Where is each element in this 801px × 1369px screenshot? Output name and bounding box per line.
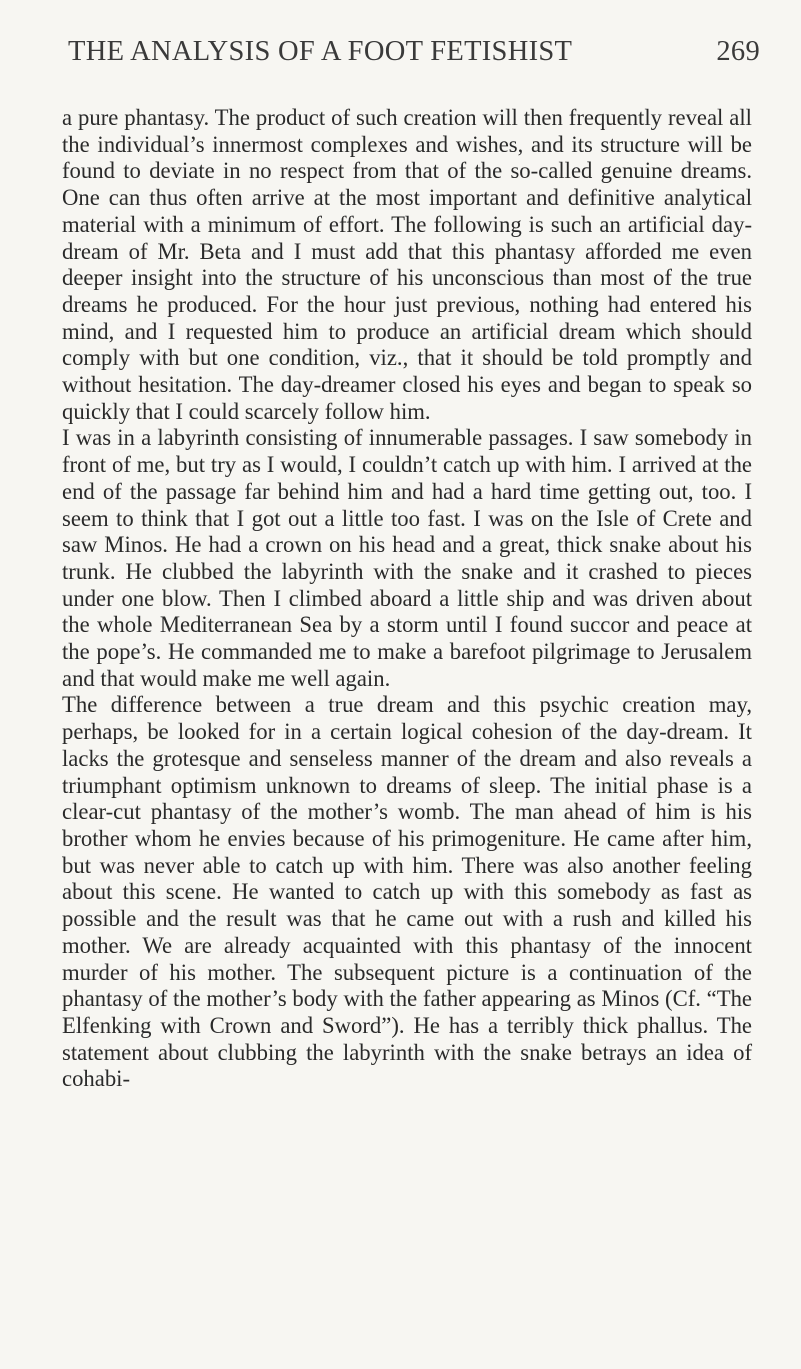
paragraph-3: The difference between a true dream and this psychic creation may, perhaps, be looked for in a certain logical cohesion of the day-dream. It lacks the grotesque and senseless manner of the dream and also reveals a triumphant optimism unknown to dreams of sleep. The initial phase is a clear-cut phantasy of the mother’s womb. The man ahead of him is his brother whom he envies because of his primogeniture. He came after him, but was never able to catch up with him. There was also another feeling about this scene. He wanted to catch up with this somebody as fast as possible and the result was that he came out with a rush and killed his mother. We are already acquainted with this phantasy of the innocent murder of his mother. The subsequent picture is a continuation of the phantasy of the mother’s body with the father appearing as Minos (Cf. “The Elfenking with Crown and Sword”). He has a terribly thick phallus. The statement about clubbing the labyrinth with the snake betrays an idea of cohabi- [62, 692, 752, 1092]
running-title: THE ANALYSIS OF A FOOT FETISHIST [68, 36, 573, 67]
running-head [62, 36, 760, 80]
book-page [62, 36, 760, 1093]
body-text [62, 105, 752, 1093]
paragraph-2-dream-narrative: I was in a labyrinth consisting of innumerable passages. I saw somebody in front of me, but try as I would, I couldn’t catch up with him. I arrived at the end of the passage far behind him and had a hard time getting out, too. I seem to think that I got out a little too fast. I was on the Isle of Crete and saw Minos. He had a crown on his head and a great, thick snake about his trunk. He clubbed the labyrinth with the snake and it crashed to pieces under one blow. Then I climbed aboard a little ship and was driven about the whole Mediterranean Sea by a storm until I found succor and peace at the pope’s. He commanded me to make a barefoot pilgrimage to Jerusalem and that would make me well again. [62, 425, 752, 691]
page-number: 269 [716, 36, 760, 67]
paragraph-1: a pure phantasy. The product of such creation will then frequently reveal all the individual’s innermost complexes and wishes, and its structure will be found to deviate in no respect from that of the so-called genuine dreams. One can thus often arrive at the most important and definitive analytical material with a minimum of effort. The following is such an artificial day-dream of Mr. Beta and I must add that this phantasy afforded me even deeper insight into the structure of his unconscious than most of the true dreams he produced. For the hour just previous, nothing had entered his mind, and I requested him to produce an artificial dream which should comply with but one condition, viz., that it should be told promptly and without hesitation. The day-dreamer closed his eyes and began to speak so quickly that I could scarcely follow him. [62, 105, 752, 424]
